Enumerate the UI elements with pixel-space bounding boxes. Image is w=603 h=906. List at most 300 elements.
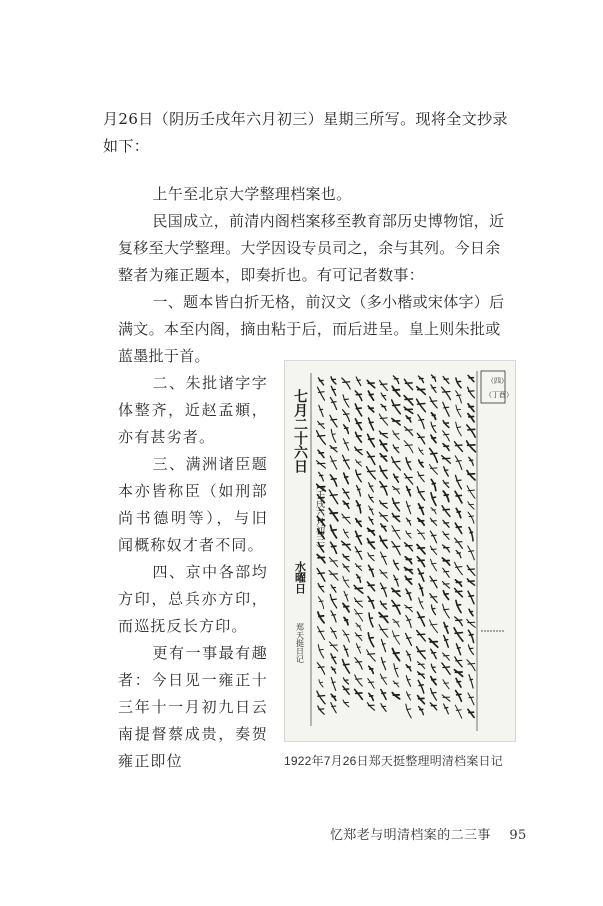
brush-stroke bbox=[317, 568, 325, 581]
brush-stroke bbox=[443, 480, 449, 487]
brush-stroke bbox=[455, 491, 462, 503]
brush-stroke bbox=[318, 583, 324, 592]
brush-stroke bbox=[430, 531, 436, 543]
brush-stroke bbox=[354, 609, 362, 621]
brush-stroke bbox=[419, 460, 424, 467]
brush-stroke bbox=[331, 429, 335, 442]
brush-stroke bbox=[343, 489, 350, 499]
brush-stroke bbox=[454, 670, 462, 677]
brush-stroke bbox=[330, 398, 336, 410]
manuscript-date-heading: 七月二十六日 bbox=[292, 389, 308, 473]
brush-stroke bbox=[330, 456, 337, 469]
brush-stroke bbox=[404, 427, 412, 436]
brush-stroke bbox=[407, 486, 411, 495]
brush-stroke bbox=[431, 413, 435, 420]
manuscript-tag-mid: （丁酉） bbox=[485, 391, 513, 399]
brush-stroke bbox=[318, 597, 323, 609]
brush-stroke bbox=[456, 678, 461, 687]
brush-stroke bbox=[356, 460, 362, 467]
brush-stroke bbox=[431, 385, 436, 393]
brush-stroke bbox=[369, 517, 373, 524]
brush-stroke bbox=[430, 703, 436, 710]
diary-manuscript-image bbox=[284, 360, 516, 742]
diary-paragraph-7: 更有一事最有趣者：今日见一雍正十三年十一月初九日云南提督蔡成贵，奏贺雍正即位 bbox=[118, 644, 268, 770]
brush-stroke bbox=[318, 450, 324, 458]
brush-stroke bbox=[432, 605, 436, 615]
brush-stroke bbox=[418, 696, 425, 704]
brush-stroke bbox=[380, 536, 387, 548]
brush-stroke bbox=[430, 620, 438, 633]
brush-stroke bbox=[431, 688, 437, 700]
brush-stroke bbox=[379, 513, 387, 522]
brush-stroke bbox=[394, 575, 399, 586]
brush-stroke bbox=[430, 518, 436, 525]
brush-stroke bbox=[418, 569, 424, 581]
brush-stroke bbox=[355, 675, 363, 686]
brush-stroke bbox=[343, 529, 348, 538]
brush-stroke bbox=[469, 457, 474, 465]
brush-stroke bbox=[331, 628, 337, 639]
brush-stroke bbox=[356, 519, 362, 527]
brush-stroke bbox=[355, 633, 362, 641]
brush-stroke bbox=[468, 375, 474, 381]
running-title: 忆郑老与明清档案的二三事 bbox=[330, 828, 491, 843]
brush-stroke bbox=[456, 600, 461, 612]
brush-stroke bbox=[343, 395, 349, 407]
brush-stroke bbox=[468, 709, 474, 717]
brush-stroke bbox=[380, 454, 387, 461]
brush-stroke bbox=[381, 690, 386, 700]
brush-stroke bbox=[330, 525, 336, 538]
brush-stroke bbox=[455, 538, 463, 548]
brush-stroke bbox=[443, 491, 449, 502]
brush-stroke bbox=[406, 633, 412, 645]
brush-stroke bbox=[368, 391, 373, 400]
brush-stroke bbox=[331, 542, 337, 553]
brush-stroke bbox=[392, 601, 400, 615]
brush-stroke bbox=[329, 509, 338, 521]
brush-stroke bbox=[380, 501, 388, 509]
brush-stroke bbox=[393, 681, 399, 687]
brush-stroke bbox=[369, 565, 374, 576]
brush-stroke bbox=[406, 501, 410, 513]
brush-stroke bbox=[469, 645, 474, 655]
brush-stroke bbox=[379, 625, 388, 638]
brush-stroke bbox=[468, 512, 474, 523]
brush-stroke bbox=[417, 399, 426, 412]
brush-stroke bbox=[330, 594, 337, 608]
brush-stroke bbox=[343, 455, 350, 469]
brush-stroke bbox=[368, 434, 375, 447]
brush-stroke bbox=[442, 695, 450, 701]
brush-stroke bbox=[417, 612, 424, 626]
brush-stroke bbox=[392, 649, 399, 661]
brush-stroke bbox=[381, 552, 387, 564]
brush-stroke bbox=[454, 628, 463, 641]
brush-stroke bbox=[331, 703, 336, 713]
brush-stroke bbox=[467, 579, 474, 585]
brush-stroke bbox=[417, 530, 425, 540]
brush-stroke bbox=[380, 466, 387, 478]
brush-stroke bbox=[317, 431, 326, 445]
page-footer bbox=[330, 824, 527, 843]
brush-stroke bbox=[419, 376, 424, 383]
brush-stroke bbox=[417, 631, 426, 642]
brush-stroke bbox=[380, 601, 386, 609]
brush-stroke bbox=[318, 421, 325, 428]
brush-stroke bbox=[356, 377, 361, 386]
brush-stroke bbox=[380, 380, 388, 390]
brush-stroke bbox=[368, 633, 373, 647]
brush-stroke bbox=[318, 645, 323, 658]
brush-stroke bbox=[443, 402, 449, 416]
brush-stroke bbox=[431, 479, 436, 490]
brush-stroke bbox=[393, 560, 398, 570]
brush-stroke bbox=[355, 447, 363, 455]
brush-stroke bbox=[468, 502, 474, 509]
brush-stroke bbox=[430, 448, 438, 462]
brush-stroke bbox=[368, 406, 374, 412]
brush-stroke bbox=[406, 416, 411, 422]
brush-stroke bbox=[431, 664, 435, 673]
brush-stroke bbox=[319, 405, 323, 416]
manuscript-date-sub: （壬戌六月初三） bbox=[314, 481, 324, 553]
brush-stroke bbox=[344, 425, 349, 434]
brush-stroke bbox=[417, 545, 425, 554]
brush-stroke bbox=[443, 568, 450, 577]
brush-stroke bbox=[367, 380, 374, 387]
brush-stroke bbox=[405, 543, 413, 551]
brush-stroke bbox=[318, 387, 325, 400]
brush-stroke bbox=[468, 591, 474, 604]
brush-stroke bbox=[417, 662, 424, 669]
brush-stroke bbox=[444, 704, 449, 714]
brush-stroke bbox=[456, 378, 461, 388]
brush-stroke bbox=[468, 546, 475, 560]
brush-stroke bbox=[467, 441, 476, 452]
brush-stroke bbox=[455, 562, 463, 574]
brush-stroke bbox=[468, 414, 474, 422]
brush-stroke bbox=[455, 657, 462, 667]
brush-stroke bbox=[456, 475, 462, 489]
brush-stroke bbox=[392, 386, 400, 396]
brush-stroke bbox=[443, 520, 449, 527]
brush-stroke bbox=[431, 422, 436, 433]
brush-stroke bbox=[392, 526, 400, 540]
brush-stroke bbox=[417, 487, 424, 501]
brush-stroke bbox=[442, 663, 450, 675]
manuscript-side-label: 郑天挺日记 bbox=[295, 623, 305, 663]
brush-stroke bbox=[404, 407, 413, 413]
manuscript-weekday: 水曜日 bbox=[293, 561, 307, 594]
brush-stroke bbox=[455, 705, 461, 718]
brush-stroke bbox=[318, 612, 324, 623]
brush-stroke bbox=[455, 588, 463, 596]
brush-stroke bbox=[443, 444, 449, 451]
brush-stroke bbox=[344, 591, 348, 601]
brush-stroke bbox=[319, 680, 323, 687]
brush-stroke bbox=[392, 542, 400, 555]
brush-stroke bbox=[467, 566, 475, 576]
brush-stroke bbox=[367, 452, 375, 465]
brush-stroke bbox=[443, 653, 450, 660]
brush-stroke bbox=[329, 570, 338, 580]
brush-stroke bbox=[343, 660, 350, 674]
brush-stroke bbox=[342, 378, 350, 389]
brush-stroke bbox=[318, 706, 324, 714]
brush-stroke bbox=[369, 418, 374, 430]
brush-stroke bbox=[404, 568, 412, 574]
brush-stroke bbox=[392, 419, 400, 426]
brush-stroke bbox=[419, 598, 424, 609]
brush-stroke bbox=[455, 523, 462, 533]
brush-stroke bbox=[369, 666, 374, 673]
brush-stroke bbox=[368, 528, 375, 535]
brush-stroke bbox=[381, 404, 386, 410]
brush-stroke bbox=[406, 704, 411, 718]
brush-stroke bbox=[443, 421, 449, 428]
brush-stroke bbox=[368, 679, 375, 689]
brush-stroke bbox=[406, 651, 411, 661]
brush-stroke bbox=[456, 550, 461, 557]
brush-stroke bbox=[343, 700, 349, 707]
brush-stroke bbox=[329, 642, 337, 651]
brush-stroke bbox=[344, 617, 348, 624]
diary-paragraph-1: 上午至北京大学整理档案也。 bbox=[152, 185, 352, 203]
brush-stroke bbox=[317, 461, 326, 468]
brush-stroke bbox=[417, 387, 426, 395]
brush-stroke bbox=[318, 627, 325, 640]
brush-stroke bbox=[406, 531, 411, 538]
brush-stroke bbox=[357, 575, 361, 583]
brush-stroke bbox=[380, 570, 388, 578]
brush-stroke bbox=[394, 474, 399, 482]
brush-stroke bbox=[367, 582, 374, 591]
diary-paragraph-4: 二、朱批诸字字体整齐，近赵孟頫，亦有甚劣者。 bbox=[118, 374, 268, 446]
brush-stroke bbox=[456, 422, 462, 436]
brush-stroke bbox=[467, 471, 475, 480]
brush-stroke bbox=[405, 557, 411, 564]
brush-stroke bbox=[356, 531, 362, 544]
brush-stroke bbox=[430, 397, 437, 408]
diary-paragraph-6: 四、京中各部均方印，总兵亦方印，而巡抚反长方印。 bbox=[118, 563, 268, 635]
brush-stroke bbox=[456, 508, 461, 517]
brush-stroke bbox=[369, 613, 373, 627]
brush-stroke bbox=[356, 623, 361, 631]
brush-stroke bbox=[379, 431, 387, 438]
brush-stroke bbox=[419, 707, 424, 715]
brush-stroke bbox=[406, 615, 411, 627]
brush-stroke bbox=[456, 405, 461, 417]
brush-stroke bbox=[418, 518, 424, 525]
brush-stroke bbox=[443, 431, 450, 441]
brush-stroke bbox=[406, 518, 410, 525]
brush-stroke bbox=[392, 400, 401, 414]
brush-stroke bbox=[344, 473, 349, 484]
brush-stroke bbox=[443, 545, 450, 552]
brush-stroke bbox=[331, 386, 336, 395]
brush-stroke bbox=[331, 377, 336, 384]
brush-stroke bbox=[418, 680, 424, 693]
brush-stroke bbox=[431, 508, 436, 514]
brush-stroke bbox=[355, 564, 361, 571]
brush-stroke bbox=[430, 546, 436, 555]
brush-stroke bbox=[405, 605, 413, 612]
brush-stroke bbox=[330, 446, 337, 452]
brush-stroke bbox=[442, 506, 450, 517]
brush-stroke bbox=[406, 589, 411, 600]
brush-stroke bbox=[318, 378, 323, 385]
brush-stroke bbox=[331, 694, 336, 700]
brush-stroke bbox=[381, 583, 387, 596]
brush-stroke bbox=[367, 467, 376, 479]
brush-stroke bbox=[419, 584, 423, 596]
brush-stroke bbox=[467, 425, 475, 437]
brush-stroke bbox=[381, 393, 386, 400]
brush-stroke bbox=[392, 693, 399, 699]
brush-stroke bbox=[404, 379, 412, 389]
brush-stroke bbox=[380, 674, 386, 684]
brush-stroke bbox=[394, 664, 398, 677]
brush-stroke bbox=[418, 415, 424, 429]
brush-stroke bbox=[444, 623, 448, 634]
brush-stroke bbox=[343, 576, 349, 587]
brush-stroke bbox=[342, 541, 351, 550]
brush-stroke bbox=[343, 501, 349, 508]
brush-stroke bbox=[342, 514, 350, 524]
brush-stroke bbox=[381, 704, 386, 712]
brush-stroke bbox=[442, 582, 449, 589]
brush-stroke bbox=[392, 457, 401, 470]
brush-stroke bbox=[343, 603, 349, 612]
brush-stroke bbox=[406, 676, 410, 687]
brush-stroke bbox=[429, 639, 438, 648]
brush-stroke bbox=[343, 678, 348, 684]
brush-stroke bbox=[430, 576, 437, 588]
brush-stroke bbox=[455, 580, 461, 586]
brush-stroke bbox=[417, 647, 426, 659]
brush-stroke bbox=[317, 691, 325, 704]
brush-stroke bbox=[430, 465, 438, 475]
brush-stroke bbox=[455, 456, 462, 470]
brush-stroke bbox=[467, 486, 475, 499]
brush-stroke bbox=[468, 693, 474, 705]
brush-stroke bbox=[406, 458, 411, 470]
brush-stroke bbox=[343, 439, 348, 451]
page-number: 95 bbox=[509, 828, 527, 843]
brush-stroke bbox=[368, 553, 374, 561]
brush-stroke bbox=[331, 677, 336, 690]
brush-stroke bbox=[368, 597, 374, 609]
brush-stroke bbox=[405, 576, 412, 584]
brush-stroke bbox=[367, 539, 374, 549]
brush-stroke bbox=[343, 686, 349, 694]
brush-stroke bbox=[355, 419, 361, 430]
brush-stroke bbox=[356, 644, 360, 654]
brush-stroke bbox=[369, 693, 374, 700]
brush-stroke bbox=[356, 470, 362, 482]
brush-stroke bbox=[381, 639, 385, 651]
brush-stroke bbox=[355, 391, 362, 401]
brush-stroke bbox=[329, 490, 337, 504]
brush-stroke bbox=[431, 677, 436, 685]
brush-stroke bbox=[430, 594, 437, 603]
brush-stroke bbox=[444, 467, 449, 476]
manuscript-drawing bbox=[285, 361, 515, 741]
brush-stroke bbox=[317, 555, 325, 563]
brush-stroke bbox=[392, 514, 399, 522]
brush-stroke bbox=[343, 630, 350, 642]
brush-stroke bbox=[331, 667, 335, 673]
brush-stroke bbox=[355, 404, 361, 416]
brush-stroke bbox=[442, 387, 451, 400]
brush-stroke bbox=[343, 554, 349, 560]
brush-stroke bbox=[443, 377, 449, 384]
figure-caption: 1922年7月26日郑天挺整理明清档案日记 bbox=[284, 754, 503, 768]
brush-stroke bbox=[379, 414, 387, 425]
brush-stroke bbox=[393, 376, 398, 384]
brush-stroke bbox=[319, 472, 324, 481]
brush-stroke bbox=[354, 585, 363, 593]
brush-stroke bbox=[443, 591, 448, 600]
diary-paragraph-2: 民国成立，前清内阁档案移至教育部历史博物馆，近复移至大学整理。大学因设专员司之，余与其列。今日余整者为雍正题本，即奏折也。有可记者数事： bbox=[118, 212, 505, 284]
brush-stroke bbox=[431, 375, 435, 381]
brush-stroke bbox=[456, 391, 462, 403]
brush-stroke bbox=[468, 404, 474, 412]
manuscript-tag-top: （四） bbox=[487, 377, 508, 385]
brush-stroke bbox=[430, 559, 436, 571]
brush-stroke bbox=[344, 645, 348, 656]
brush-stroke bbox=[456, 691, 462, 702]
brush-stroke bbox=[404, 474, 412, 484]
intro-paragraph: 月26日（阴历壬戌年六月初三）星期三所写。现将全文抄录如下： bbox=[103, 110, 508, 155]
brush-stroke bbox=[407, 692, 411, 700]
brush-stroke bbox=[443, 531, 449, 539]
brush-stroke bbox=[419, 504, 424, 515]
brush-stroke bbox=[406, 665, 411, 671]
brush-stroke bbox=[444, 636, 449, 648]
brush-stroke bbox=[367, 703, 374, 711]
brush-stroke bbox=[354, 598, 362, 607]
brush-stroke bbox=[393, 619, 400, 627]
brush-stroke bbox=[393, 445, 399, 453]
brush-stroke bbox=[419, 448, 424, 455]
brush-stroke bbox=[343, 564, 350, 572]
brush-stroke bbox=[468, 387, 475, 398]
brush-stroke bbox=[468, 630, 473, 642]
brush-stroke bbox=[418, 472, 425, 482]
brush-stroke bbox=[379, 613, 388, 623]
brush-stroke bbox=[467, 619, 476, 627]
brush-stroke bbox=[442, 456, 451, 464]
brush-stroke bbox=[469, 609, 473, 616]
brush-stroke bbox=[431, 649, 437, 658]
brush-stroke bbox=[369, 495, 374, 502]
brush-stroke bbox=[330, 415, 337, 427]
brush-stroke bbox=[355, 547, 362, 559]
brush-stroke bbox=[392, 631, 399, 644]
diary-paragraph-5: 三、满洲诸臣题本亦皆称臣（如刑部尚书德明等），与旧闻概称奴才者不同。 bbox=[118, 455, 268, 554]
brush-stroke bbox=[369, 483, 374, 492]
brush-stroke bbox=[443, 680, 449, 689]
brush-stroke bbox=[431, 435, 436, 442]
brush-stroke bbox=[417, 433, 424, 444]
brush-stroke bbox=[392, 588, 400, 596]
brush-stroke bbox=[381, 524, 386, 531]
brush-stroke bbox=[418, 672, 425, 679]
brush-stroke bbox=[330, 475, 336, 486]
brush-stroke bbox=[404, 441, 413, 453]
